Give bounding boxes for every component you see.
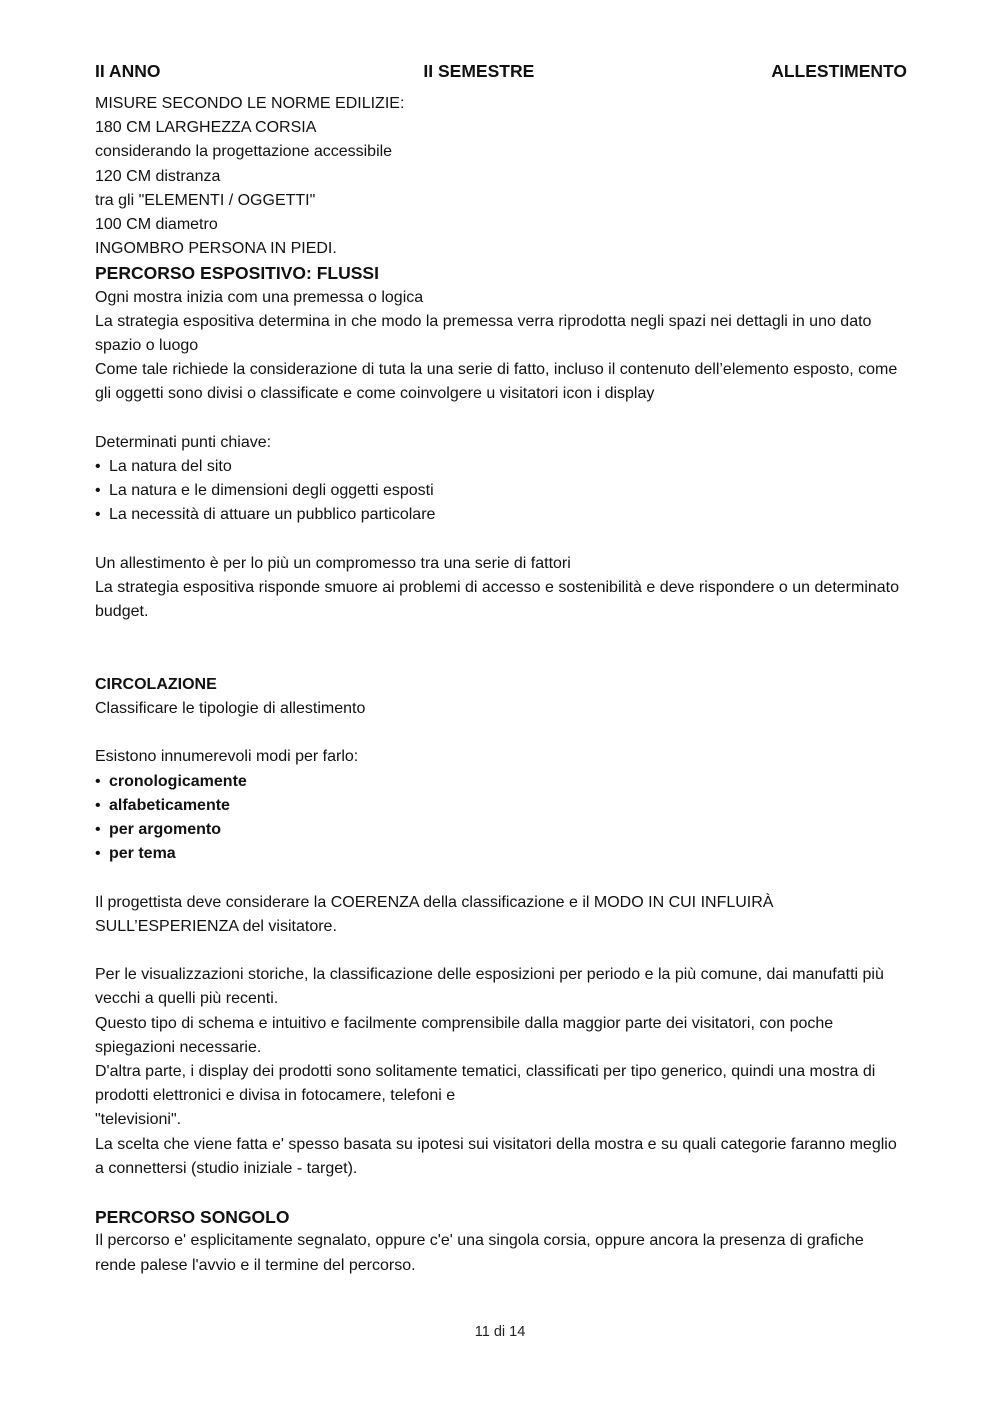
paragraph: Per le visualizzazioni storiche, la classificazione delle esposizioni per periodo e la più comune, dai manufatti più vecchi a quelli più recenti. [95, 966, 884, 1008]
measures-line: 180 CM LARGHEZZA CORSIA [95, 119, 317, 137]
list-item: • per argomento [95, 821, 222, 839]
section-heading: PERCORSO SONGOLO [95, 1207, 290, 1228]
paragraph: La strategia espositiva risponde smuore ai problemi di accesso e sostenibilità e deve rispondere o un determinato budget. [95, 579, 900, 621]
list-item: • cronologicamente [95, 772, 247, 790]
header-year: II ANNO [95, 61, 161, 81]
paragraph: Ogni mostra inizia com una premessa o logica [95, 288, 424, 306]
page-number: 11 di 14 [474, 1324, 526, 1340]
paragraph: Il progettista deve considerare la COERENZA della classificazione e il MODO IN CUI INFLUIRÀ SULL’ESPERIENZA del visitatore. [95, 893, 774, 935]
paragraph: Il percorso e' esplicitamente segnalato, oppure c'e' una singola corsia, oppure ancora la presenza di grafiche rende palese l'avvio e il termine del percorso. [95, 1232, 864, 1274]
measures-line: INGOMBRO PERSONA IN PIEDI. [95, 240, 337, 258]
list-item: • La natura e le dimensioni degli oggetti esposti [95, 482, 434, 500]
header-semester: II SEMESTRE [423, 61, 535, 81]
paragraph: Classificare le tipologie di allestimento [95, 700, 366, 718]
list-item: • alfabeticamente [95, 796, 230, 814]
exhibition-path-section [95, 261, 907, 624]
measures-line: 120 CM distranza [95, 167, 221, 185]
measures-section [95, 92, 907, 261]
paragraph: Come tale richiede la considerazione di tuta la una serie di fatto, incluso il contenuto dell’elemento esposto, come gli oggetti sono divisi o classificate e come coinvolgere u visitatori icon i display [95, 361, 898, 403]
header-subject: ALLESTIMENTO [771, 61, 907, 81]
key-points-title: Determinati punti chiave: [95, 433, 272, 451]
page-header [95, 58, 907, 84]
ways-title: Esistono innumerevoli modi per farlo: [95, 748, 359, 766]
list-item: • La necessità di attuare un pubblico particolare [95, 506, 436, 524]
section-heading: CIRCOLAZIONE [95, 675, 217, 693]
list-item: • per tema [95, 845, 176, 863]
paragraph: "televisioni". [95, 1111, 182, 1129]
circulation-section [95, 673, 907, 1181]
paragraph: D'altra parte, i display dei prodotti sono solitamente tematici, classificati per tipo generico, quindi una mostra di prodotti elettronici e divisa in fotocamere, telefoni e [95, 1063, 876, 1105]
document-page [95, 58, 907, 1278]
measures-line: considerando la progettazione accessibile [95, 143, 393, 161]
measures-line: MISURE SECONDO LE NORME EDILIZIE: [95, 95, 405, 112]
paragraph: La scelta che viene fatta e' spesso basata su ipotesi sui visitatori della mostra e su quali categorie faranno meglio a connettersi (studio iniziale - target). [95, 1135, 897, 1177]
paragraph: Un allestimento è per lo più un compromesso tra una serie di fattori [95, 554, 571, 572]
paragraph: Questo tipo di schema e intuitivo e facilmente comprensibile dalla maggior parte dei visitatori, con poche spiegazioni necessarie. [95, 1014, 834, 1056]
list-item: • La natura del sito [95, 458, 232, 476]
section-heading: PERCORSO ESPOSITIVO: FLUSSI [95, 263, 379, 284]
measures-line: 100 CM diametro [95, 216, 218, 234]
measures-line: tra gli "ELEMENTI / OGGETTI" [95, 191, 316, 209]
paragraph: La strategia espositiva determina in che modo la premessa verra riprodotta negli spazi nei dettagli in uno dato spazio o luogo [95, 312, 872, 355]
single-path-section [95, 1205, 907, 1278]
